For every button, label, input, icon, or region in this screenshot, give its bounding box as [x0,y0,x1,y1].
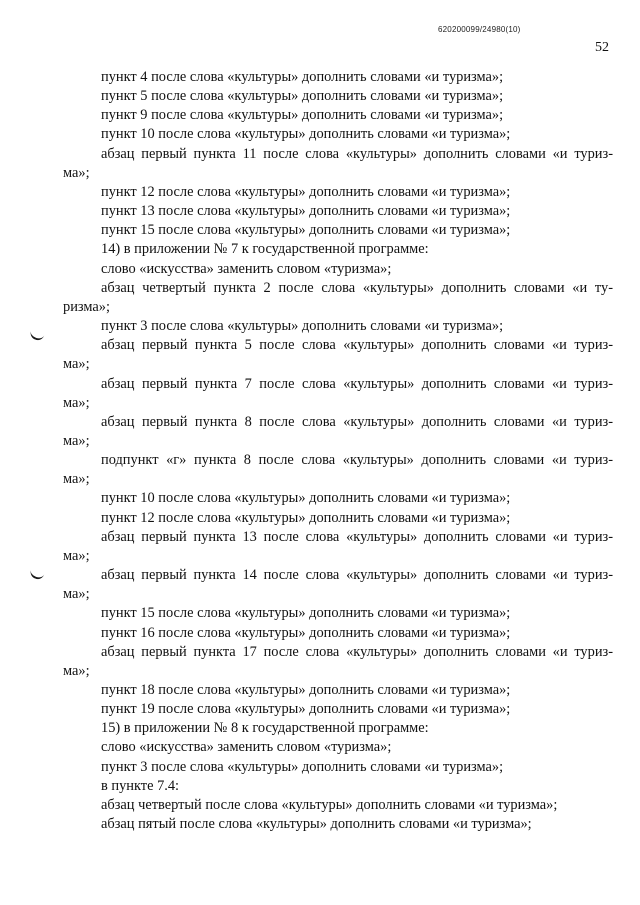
text-line: пункт 16 после слова «культуры» дополнить словами «и туризма»; [101,624,511,641]
text-line: пункт 3 после слова «культуры» дополнить словами «и туризма»; [101,758,504,775]
text-line: пункт 15 после слова «культуры» дополнить словами «и туризма»; [101,222,511,239]
text-line: абзац первый пункта 14 после слова «культуры» дополнить словами «и туриз- [101,567,613,584]
text-line: слово «искусства» заменить словом «туризма»; [101,739,392,756]
text-line: пункт 12 после слова «культуры» дополнить словами «и туризма»; [101,183,511,200]
text-line: ма»; [63,586,90,603]
text-line: абзац первый пункта 5 после слова «культуры» дополнить словами «и туриз- [101,337,613,354]
text-line: абзац четвертый после слова «культуры» дополнить словами «и туризма»; [101,796,558,813]
text-line: пункт 13 после слова «культуры» дополнить словами «и туризма»; [101,203,511,220]
text-line: пункт 12 после слова «культуры» дополнить словами «и туризма»; [101,509,511,526]
text-line: ма»; [63,547,90,564]
text-line: в пункте 7.4: [101,777,180,794]
text-line: пункт 15 после слова «культуры» дополнить словами «и туризма»; [101,605,511,622]
page-number: 52 [595,40,609,55]
document-body [63,68,613,834]
text-line: ризма»; [63,298,110,315]
margin-pen-mark [29,328,45,342]
text-line: ма»; [63,471,90,488]
text-line: ма»; [63,394,90,411]
text-line: пункт 4 после слова «культуры» дополнить словами «и туризма»; [101,69,504,85]
text-line: абзац пятый после слова «культуры» дополнить словами «и туризма»; [101,816,532,833]
text-line: абзац четвертый пункта 2 после слова «культуры» дополнить словами «и ту- [101,279,613,296]
text-line: абзац первый пункта 11 после слова «культуры» дополнить словами «и туриз- [101,145,613,162]
text-line: пункт 19 после слова «культуры» дополнить словами «и туризма»; [101,701,511,718]
text-line: абзац первый пункта 13 после слова «культуры» дополнить словами «и туриз- [101,528,613,545]
text-line: пункт 3 после слова «культуры» дополнить словами «и туризма»; [101,318,504,335]
text-line: ма»; [63,164,90,181]
text-line: пункт 18 после слова «культуры» дополнить словами «и туризма»; [101,682,511,698]
text-line: 15) в приложении № 8 к государственной программе: [101,720,429,737]
text-line: пункт 10 после слова «культуры» дополнить словами «и туризма»; [101,490,511,507]
text-line: 14) в приложении № 7 к государственной программе: [101,241,429,258]
text-line: абзац первый пункта 7 после слова «культуры» дополнить словами «и туриз- [101,375,613,392]
text-line: ма»; [63,432,90,449]
text-line: абзац первый пункта 8 после слова «культуры» дополнить словами «и туриз- [101,413,613,430]
text-line: подпункт «г» пункта 8 после слова «культуры» дополнить словами «и туриз- [101,452,613,469]
text-line: слово «искусства» заменить словом «туризма»; [101,260,392,277]
text-line: абзац первый пункта 17 после слова «культуры» дополнить словами «и туриз- [101,643,613,660]
document-id: 620200099/24980(10) [438,25,521,34]
margin-pen-mark [29,567,45,581]
text-line: пункт 10 после слова «культуры» дополнить словами «и туризма»; [101,126,511,143]
text-line: ма»; [63,356,90,373]
text-line: пункт 5 после слова «культуры» дополнить словами «и туризма»; [101,88,504,105]
text-line: пункт 9 после слова «культуры» дополнить словами «и туризма»; [101,107,504,124]
text-line: ма»; [63,662,90,679]
